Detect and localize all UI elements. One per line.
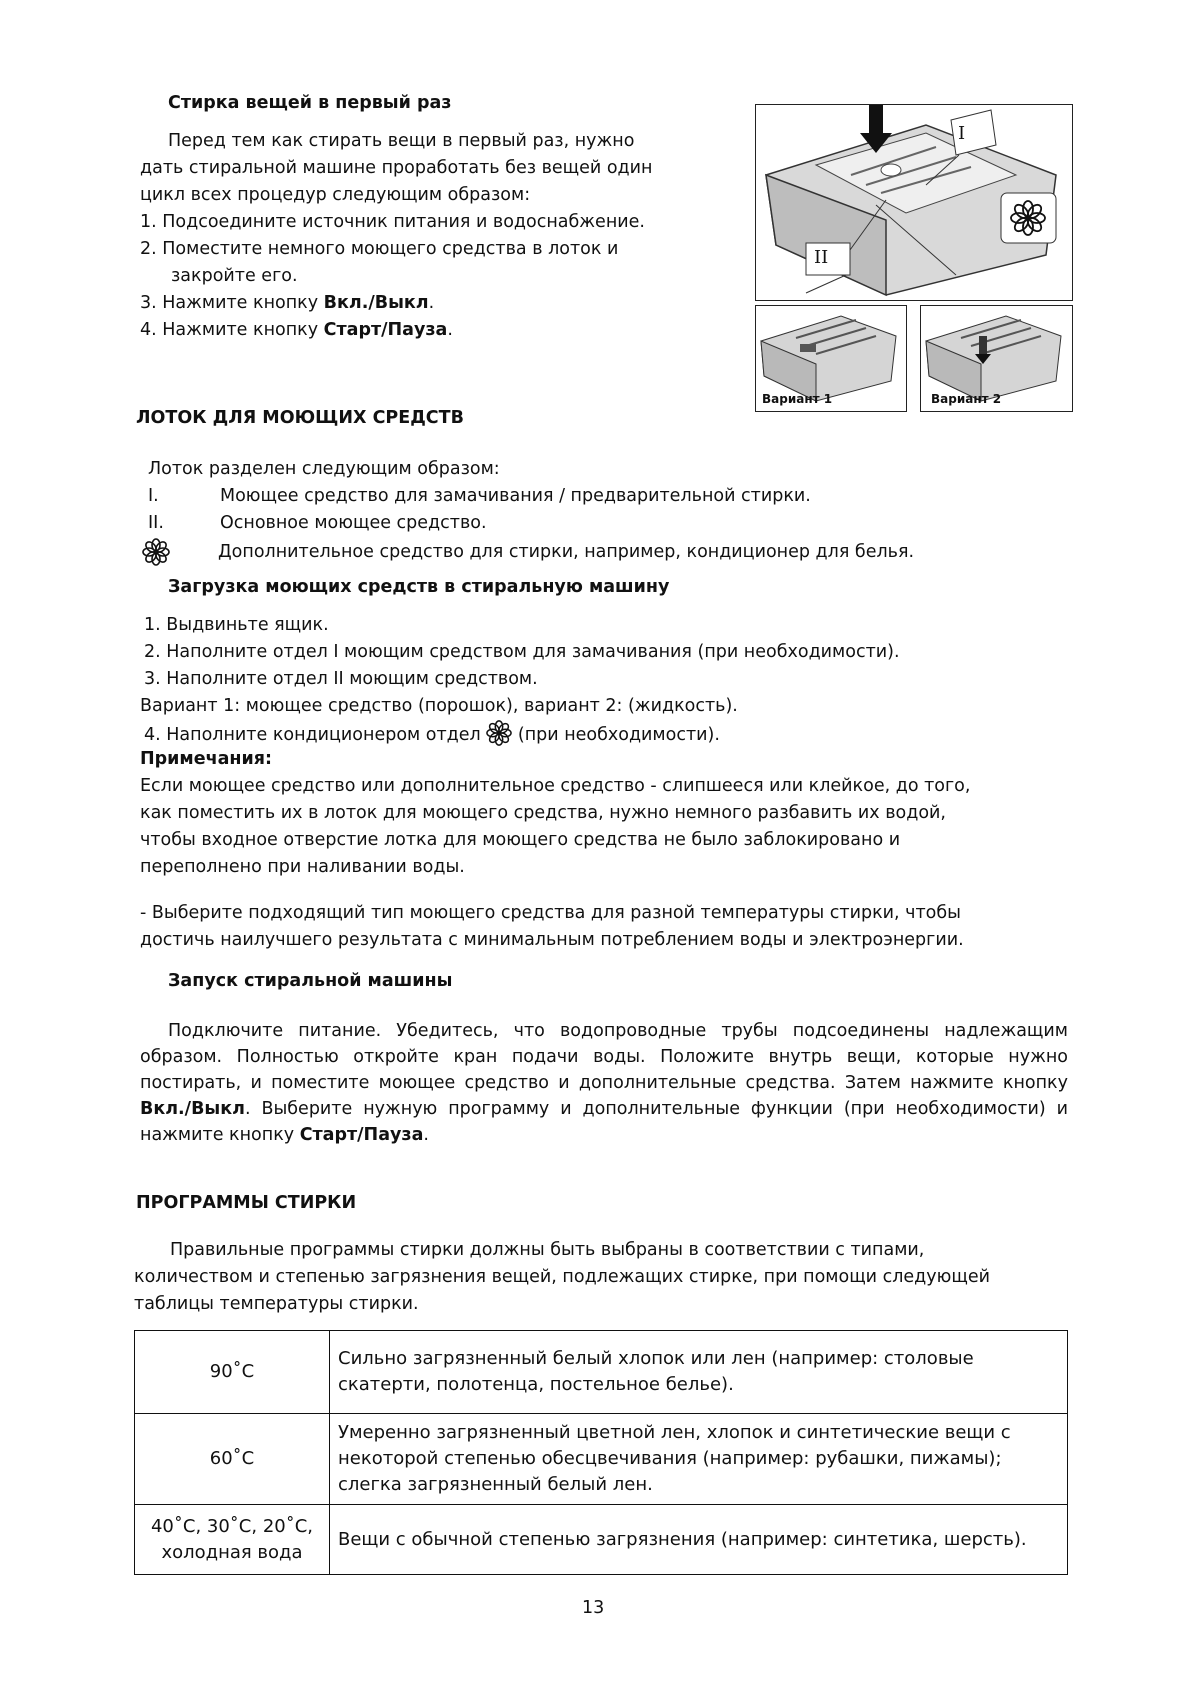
- variant-1-illustration: [755, 305, 907, 412]
- variant-1-label: Вариант 1: [762, 392, 833, 406]
- start-paragraph: Подключите питание. Убедитесь, что водопроводные трубы подсоединены надлежащим образом. Полностью откройте кран подачи воды. Положите внутрь вещи, которые нужно постирать, и поместите моющее средство и дополнительные средства. Затем нажмите кнопку Вкл./Выкл. Выберите нужную программу и дополнительные функции (при необходимости) и нажмите кнопку Старт/Пауза.: [140, 1021, 1068, 1145]
- first-wash-intro-line: цикл всех процедур следующим образом:: [140, 185, 531, 205]
- note-line: как поместить их в лоток для моющего средства, нужно немного разбавить их водой,: [140, 803, 946, 823]
- description-cell: Вещи с обычной степенью загрязнения (например: синтетика, шерсть).: [330, 1505, 1068, 1575]
- flower-icon: [142, 538, 170, 574]
- first-wash-step: 4. Нажмите кнопку Старт/Пауза.: [140, 320, 453, 340]
- compartment-ii-label: II: [814, 247, 829, 268]
- note-line: Если моющее средство или дополнительное средство - слипшееся или клейкое, до того,: [140, 776, 971, 796]
- page-number: 13: [582, 1598, 605, 1618]
- loading-step: 1. Выдвиньте ящик.: [144, 615, 329, 635]
- variant-2-illustration: [920, 305, 1073, 412]
- programs-intro-line: таблицы температуры стирки.: [134, 1294, 419, 1314]
- programs-intro-line: количеством и степенью загрязнения вещей, подлежащих стирке, при помощи следующей: [134, 1267, 990, 1287]
- table-row: [135, 1414, 1068, 1505]
- tray-item-number: I.: [148, 486, 159, 506]
- description-cell: Умеренно загрязненный цветной лен, хлопок и синтетические вещи с некоторой степенью обесцвечивания (например: рубашки, пижамы); слегка загрязненный белый лен.: [330, 1414, 1068, 1505]
- temperature-cell: 40˚C, 30˚C, 20˚C, холодная вода: [135, 1505, 330, 1575]
- temperature-table: [134, 1330, 1068, 1575]
- loading-step: 3. Наполните отдел II моющим средством.: [144, 669, 538, 689]
- first-wash-heading: Стирка вещей в первый раз: [168, 93, 452, 113]
- start-heading: Запуск стиральной машины: [168, 971, 453, 991]
- compartment-i-label: I: [958, 123, 966, 144]
- tray-heading: ЛОТОК ДЛЯ МОЮЩИХ СРЕДСТВ: [136, 408, 464, 428]
- flower-icon: [486, 720, 512, 754]
- variant-2-label: Вариант 2: [931, 392, 1002, 406]
- first-wash-step: закройте его.: [171, 266, 298, 286]
- notes-heading: Примечания:: [140, 749, 273, 769]
- tray-item-number: II.: [148, 513, 164, 533]
- drawer-drawing: [756, 105, 1072, 300]
- first-wash-intro-line: дать стиральной машине проработать без вещей один: [140, 158, 653, 178]
- tray-item-text: Моющее средство для замачивания / предварительной стирки.: [220, 486, 811, 506]
- table-row: [135, 1331, 1068, 1414]
- programs-intro-line: Правильные программы стирки должны быть выбраны в соответствии с типами,: [170, 1240, 925, 1260]
- first-wash-intro-line: Перед тем как стирать вещи в первый раз, нужно: [168, 131, 635, 151]
- drawer-main-illustration: [755, 104, 1073, 301]
- loading-heading: Загрузка моющих средств в стиральную машину: [168, 577, 670, 597]
- loading-step: 4. Наполните кондиционером отдел (при необходимости).: [144, 720, 720, 754]
- table-row: [135, 1505, 1068, 1575]
- note-line: чтобы входное отверстие лотка для моющего средства не было заблокировано и: [140, 830, 901, 850]
- description-cell: Сильно загрязненный белый хлопок или лен (например: столовые скатерти, полотенца, постельное белье).: [330, 1331, 1068, 1414]
- programs-heading: ПРОГРАММЫ СТИРКИ: [136, 1193, 357, 1213]
- loading-step: 2. Наполните отдел I моющим средством для замачивания (при необходимости).: [144, 642, 900, 662]
- first-wash-step: 2. Поместите немного моющего средства в лоток и: [140, 239, 619, 259]
- temperature-cell: 90˚C: [135, 1331, 330, 1414]
- tray-item-text: Основное моющее средство.: [220, 513, 487, 533]
- loading-variant: Вариант 1: моющее средство (порошок), вариант 2: (жидкость).: [140, 696, 738, 716]
- tray-item-text: Дополнительное средство для стирки, например, кондиционер для белья.: [218, 542, 915, 562]
- note-line: достичь наилучшего результата с минимальным потреблением воды и электроэнергии.: [140, 930, 964, 950]
- note-line: - Выберите подходящий тип моющего средства для разной температуры стирки, чтобы: [140, 903, 961, 923]
- note-line: переполнено при наливании воды.: [140, 857, 465, 877]
- first-wash-step: 1. Подсоедините источник питания и водоснабжение.: [140, 212, 645, 232]
- temperature-cell: 60˚C: [135, 1414, 330, 1505]
- tray-intro: Лоток разделен следующим образом:: [148, 459, 500, 479]
- first-wash-step: 3. Нажмите кнопку Вкл./Выкл.: [140, 293, 435, 313]
